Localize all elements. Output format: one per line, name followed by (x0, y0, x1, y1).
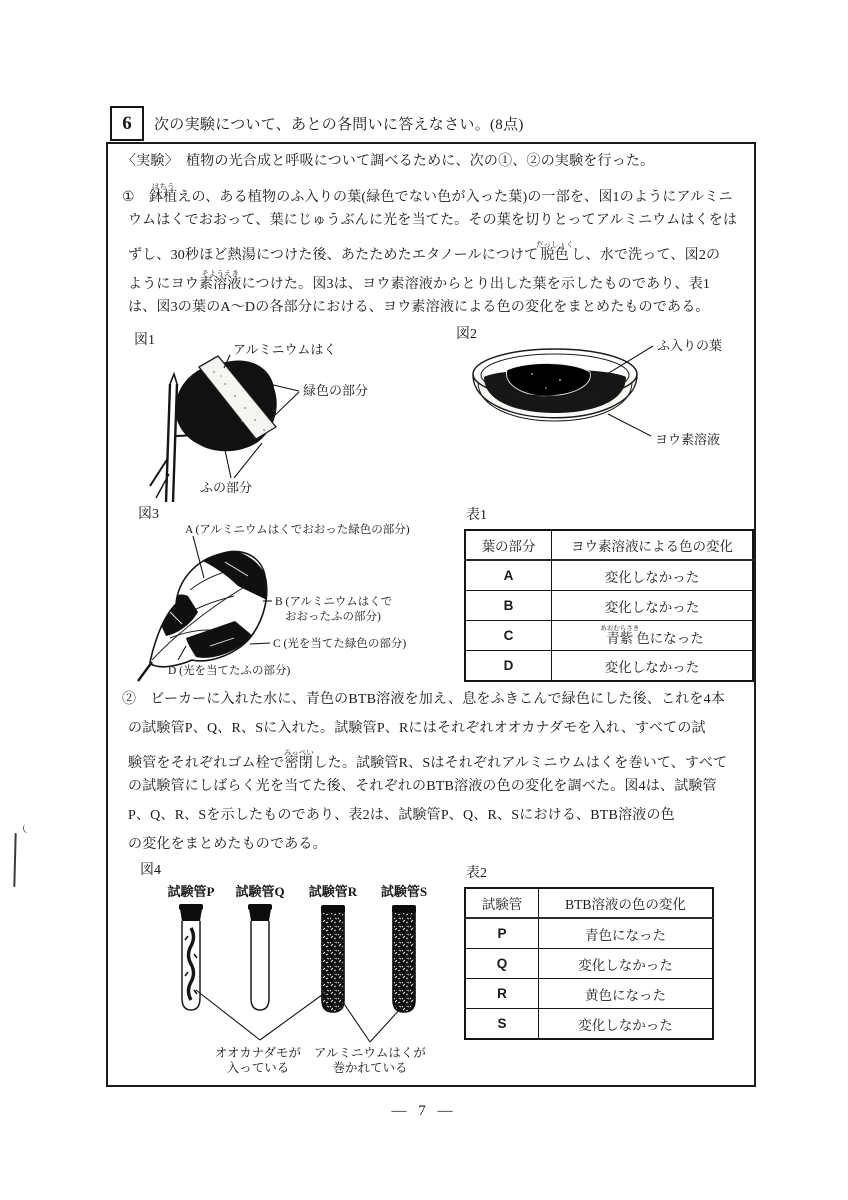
question-number-box: 6 (110, 106, 144, 141)
figure-3-illustration (130, 500, 460, 705)
scan-artifact-line (13, 833, 16, 887)
figure-1-green-label: 緑色の部分 (303, 383, 369, 398)
exp1-line4-post: につけた。図3は、ヨウ素溶液からとり出した葉を示したものであり、表1 (241, 277, 711, 292)
table-2-col2-header: BTB溶液の色の変化 (539, 888, 714, 918)
table-1-change-c (552, 621, 754, 651)
tube-r-label: 試験管R (308, 884, 358, 899)
figure-2 (442, 322, 742, 482)
ruby-base: 青紫 (600, 630, 640, 646)
figure-3-label-a: A (アルミニウムはくでおおった緑色の部分) (185, 524, 410, 536)
table-1-change-b: 変化しなかった (552, 591, 754, 621)
exp2-line-6: の変化をまとめたものである。 (128, 837, 327, 852)
exp1-line3-post: し、水で洗って、図2の (571, 248, 721, 263)
table-1-change-c-post: 色になった (636, 630, 704, 646)
ruby-aomurasaki (600, 624, 640, 646)
figure-4-leader-lines (196, 990, 401, 1042)
exp1-line-1 (122, 182, 733, 205)
table-1-part-d: D (465, 651, 552, 682)
table-row (465, 918, 713, 949)
experiment-intro: 〈実験〉 植物の光合成と呼吸について調べるために、次の①、②の実験を行った。 (122, 154, 655, 169)
table-2-change-s: 変化しなかった (539, 1009, 714, 1040)
figure-3-label-d: D (光を当てたふの部分) (168, 665, 291, 677)
ruby-base: 密閉 (283, 756, 314, 771)
exp1-ruby-dasshoku (536, 240, 574, 263)
table-row (465, 1009, 713, 1040)
table-1-change-a: 変化しなかった (552, 560, 754, 591)
table-row (465, 651, 753, 682)
figure-1-illustration (126, 326, 446, 504)
ruby-base: 素溶液 (199, 277, 242, 292)
table-1-change-d: 変化しなかった (552, 651, 754, 682)
exp1-line-5: は、図3の葉のA〜Dの各部分における、ヨウ素溶液による色の変化をまとめたものである。 (128, 300, 710, 315)
caption-waterweed-line1: オオカナダモが (214, 1046, 302, 1060)
table-row (465, 621, 753, 651)
figure-1-foil-label: アルミニウムはく (233, 342, 337, 357)
table-1-grid (464, 529, 754, 682)
table-row (465, 591, 753, 621)
exp1-line4-pre: ようにヨウ (128, 277, 199, 292)
table-2-tube-p: P (465, 918, 539, 949)
figure-1-fu-label: ふの部分 (200, 480, 253, 495)
tube-p-label: 試験管P (167, 884, 215, 899)
exp2-line-3 (128, 748, 728, 771)
table-2 (464, 862, 714, 1040)
table-2-change-r: 黄色になった (539, 979, 714, 1009)
figure-4-title: 図4 (140, 863, 161, 878)
exp1-ruby-soyoueki (199, 269, 242, 292)
table-1-part-c: C (465, 621, 552, 651)
tube-p-drawing (179, 904, 203, 1010)
exp1-ruby-hachiue (148, 182, 178, 205)
figure-3-label-c: C (光を当てた緑色の部分) (273, 638, 407, 650)
tube-s-drawing (392, 905, 416, 1012)
table-2-col1-header: 試験管 (465, 888, 539, 918)
tube-r-drawing (321, 905, 345, 1012)
table-row (465, 888, 713, 918)
ruby-text: あおむらさき (600, 624, 640, 632)
ruby-text: そようえき (199, 269, 242, 278)
table-1-part-b: B (465, 591, 552, 621)
table-1 (464, 504, 754, 682)
ruby-text: だっしょく (536, 240, 574, 249)
exp2-line3-post: した。試験管R、Sはそれぞれアルミニウムはくを巻いて、すべて (313, 756, 728, 771)
exp2-line3-pre: 験管をそれぞれゴム栓で (128, 756, 285, 771)
table-2-change-p: 青色になった (539, 918, 714, 949)
exp1-line-4 (128, 269, 711, 292)
caption-foil-line2: 巻かれている (332, 1061, 408, 1075)
question-title: 次の実験について、あとの各問いに答えなさい。(8点) (154, 117, 524, 133)
tube-s-label: 試験管S (380, 884, 428, 899)
caption-waterweed-line2: 入っている (226, 1061, 290, 1075)
figure-4-illustration (130, 860, 470, 1085)
figure-2-title: 図2 (456, 327, 477, 342)
figure-3-label-b1: B (アルミニウムはくで (275, 596, 393, 608)
tube-q-label: 試験管Q (235, 884, 285, 899)
table-2-grid (464, 887, 714, 1040)
table-2-tube-q: Q (465, 949, 539, 979)
exp2-line-5: P、Q、R、Sを示したものであり、表2は、試験管P、Q、R、Sにおける、BTB溶液の色 (128, 808, 675, 823)
table-row (465, 560, 753, 591)
figure-1-title: 図1 (134, 333, 155, 348)
table-1-col2-header: ヨウ素溶液による色の変化 (552, 530, 754, 560)
leaf-abcd-drawing (138, 548, 267, 681)
ruby-text: みっぺい (283, 748, 314, 757)
page-number: — 7 — (391, 1103, 457, 1119)
table-row (465, 949, 713, 979)
tube-q-drawing (248, 904, 272, 1010)
table-row (465, 979, 713, 1009)
exp1-line-3 (128, 240, 721, 263)
figure-4 (130, 860, 470, 1085)
figure-3-label-b2: おおったふの部分) (285, 611, 381, 623)
exp1-line1-post: えの、ある植物のふ入りの葉(緑色でない色が入った葉)の一部を、図1のようにアルミニ (177, 190, 733, 205)
exp2-line-1: ② ビーカーに入れた水に、青色のBTB溶液を加え、息をふきこんで緑色にした後、これを4本 (122, 692, 726, 707)
figure-2-illustration (442, 322, 742, 482)
experiment-box (106, 142, 756, 1087)
exp2-line-2: の試験管P、Q、R、Sに入れた。試験管P、Rにはそれぞれオオカナダモを入れ、すべての試 (128, 721, 706, 736)
exp2-line-4: の試験管にしばらく光を当てた後、それぞれのBTB溶液の色の変化を調べた。図4は、試験管 (128, 779, 717, 794)
figure-1 (126, 326, 446, 504)
figure-3-title: 図3 (138, 507, 159, 522)
ruby-base: 脱色 (536, 248, 574, 263)
exp1-line-2: ウムはくでおおって、葉にじゅうぶんに光を当てた。その葉を切りとってアルミニウムはくをは (128, 213, 738, 228)
exp1-line3-pre: ずし、30秒ほど熱湯につけた後、あたためたエタノールにつけて (128, 248, 539, 263)
ruby-text: はちう (148, 182, 178, 191)
petri-dish-drawing (473, 349, 637, 421)
figure-3 (130, 500, 460, 705)
table-1-title: 表1 (466, 508, 487, 523)
table-2-tube-s: S (465, 1009, 539, 1040)
exp1-line1-pre: ① (122, 190, 149, 205)
exp2-ruby-mippei (283, 748, 314, 771)
caption-foil-line1: アルミニウムはくが (314, 1046, 426, 1060)
table-row (465, 530, 753, 560)
table-2-title: 表2 (466, 866, 487, 881)
table-2-change-q: 変化しなかった (539, 949, 714, 979)
figure-2-leaf-label: ふ入りの葉 (657, 338, 723, 353)
scan-artifact-tick (22, 823, 32, 834)
figure-2-iodine-label: ヨウ素溶液 (655, 432, 721, 447)
table-2-tube-r: R (465, 979, 539, 1009)
ruby-base: 鉢植 (148, 190, 178, 205)
table-1-part-a: A (465, 560, 552, 591)
table-1-col1-header: 葉の部分 (465, 530, 552, 560)
